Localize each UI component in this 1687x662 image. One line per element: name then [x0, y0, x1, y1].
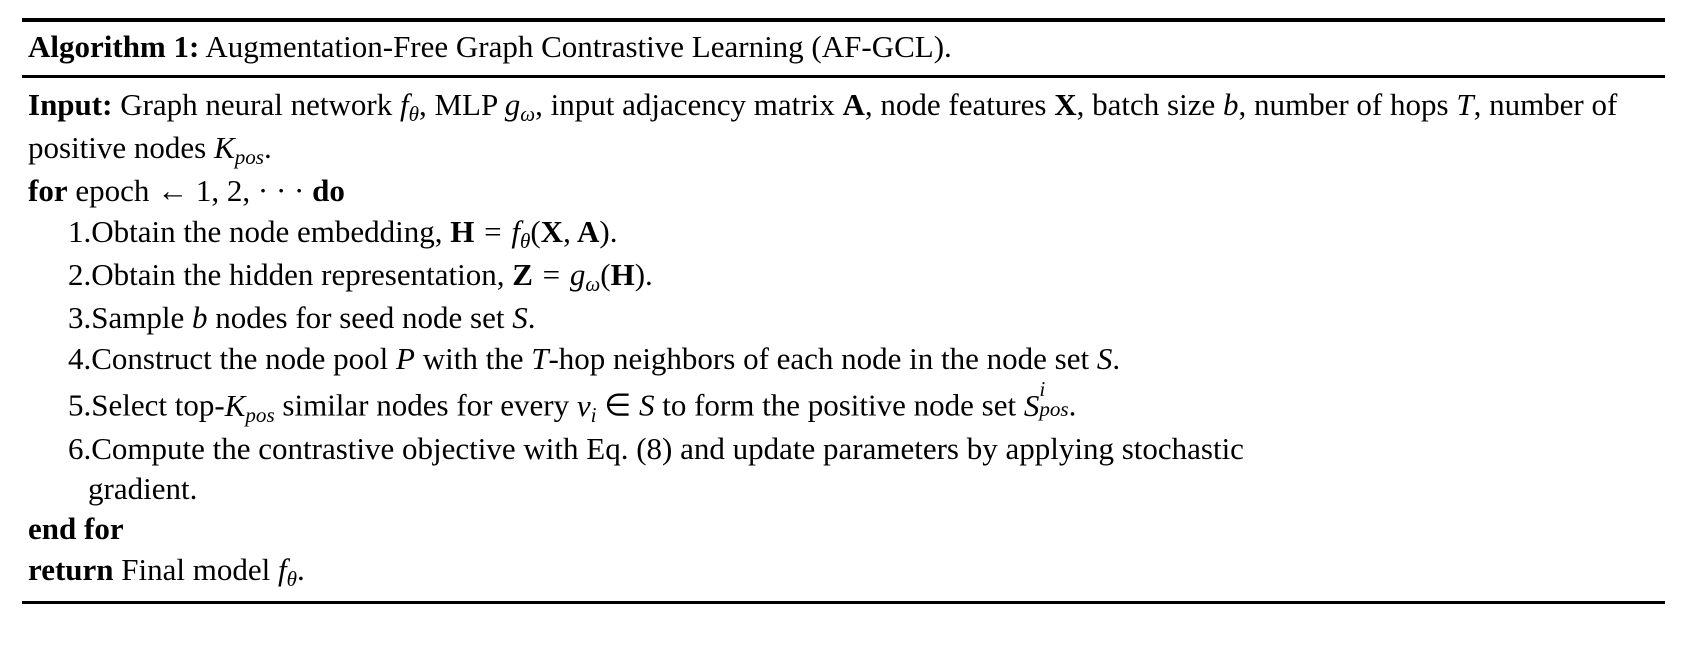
- for-variable: epoch: [75, 173, 150, 209]
- step-1-math: $H = f_\theta(X$, A): [450, 213, 610, 253]
- input-keyword: Input:: [28, 86, 113, 122]
- step-3-text-2: nodes for seed node set: [215, 300, 505, 336]
- algorithm-step-4: [28, 339, 1661, 379]
- step-4-period: .: [1112, 340, 1121, 376]
- algorithm-step-2: [28, 255, 1661, 298]
- input-text-3: , input adjacency matrix: [535, 86, 835, 122]
- step-text: Compute the contrastive objective with Eq. (8) and update parameters by applying stochastic: [91, 430, 1244, 466]
- step-2-math: $Z = g_\omega(H)$: [512, 257, 646, 296]
- algorithm-end-for-line: [28, 509, 1661, 549]
- symbol-b: b: [192, 300, 208, 336]
- return-period: .: [296, 551, 305, 587]
- symbol-b: b: [1222, 86, 1239, 122]
- step-text: Obtain the hidden representation,: [91, 257, 505, 293]
- algorithm-step-5: [28, 376, 1661, 429]
- algorithm-caption-title: Augmentation-Free Graph Contrastive Learning (AF-GCL).: [205, 29, 952, 64]
- step-2-period: .: [645, 257, 653, 293]
- symbol-s: S: [1096, 340, 1113, 376]
- symbol-k-pos: $K_{pos}$: [214, 130, 264, 170]
- step-1-period: .: [609, 213, 618, 249]
- input-text-5: , batch size: [1076, 86, 1216, 122]
- for-keyword: for: [28, 173, 68, 209]
- algorithm-body: [22, 78, 1665, 601]
- step-text: Sample: [91, 300, 185, 336]
- symbol-p: P: [396, 340, 415, 376]
- algorithm-return-line: [28, 550, 1661, 593]
- input-text-7: , number of positive nodes: [28, 86, 1618, 166]
- input-text-6: , number of hops: [1238, 86, 1449, 122]
- symbol-matrix-x: X: [1054, 86, 1077, 122]
- symbol-k-pos: $K_{pos}$: [224, 387, 275, 427]
- step-text: Construct the node pool: [91, 340, 389, 376]
- step-5-text-3: to form the positive node set: [662, 387, 1017, 423]
- algorithm-caption: [22, 22, 1665, 75]
- symbol-s-pos-i: S i pos: [1023, 376, 1069, 423]
- algorithm-input-line: [28, 85, 1661, 172]
- algorithm-caption-label: Algorithm 1:: [28, 29, 200, 64]
- assign-arrow-icon: ←: [157, 173, 189, 209]
- step-number: 4.: [68, 340, 92, 376]
- step-5-period: .: [1068, 387, 1077, 423]
- symbol-s: S: [512, 300, 528, 336]
- step-number: 5.: [68, 387, 92, 423]
- step-text: Select top-: [91, 387, 225, 423]
- symbol-matrix-a: A: [842, 86, 865, 122]
- algorithm-step-1: [28, 212, 1661, 255]
- symbol-t: T: [531, 340, 549, 376]
- algorithm-block: [22, 18, 1665, 604]
- step-4-text-3: -hop neighbors of each node in the node set: [548, 340, 1090, 376]
- step-3-period: .: [527, 300, 536, 336]
- for-values: 1, 2, · · ·: [195, 173, 305, 209]
- step-text: Obtain the node embedding,: [91, 213, 443, 249]
- symbol-v-i: $v_i$: [576, 387, 597, 427]
- element-of-icon: ∈: [604, 387, 632, 423]
- input-text-8: .: [263, 130, 272, 166]
- input-text-1: Graph neural network: [120, 86, 393, 122]
- return-keyword: return: [28, 551, 114, 587]
- symbol-f-theta: $f_\theta$: [399, 86, 419, 126]
- symbol-g-omega: $g_\omega$: [504, 86, 536, 126]
- algorithm-step-3: [28, 298, 1661, 338]
- algorithm-bottom-rule: [22, 601, 1665, 604]
- algorithm-for-line: [28, 171, 1661, 211]
- step-6-continuation: gradient.: [88, 471, 198, 507]
- return-text: Final model: [121, 551, 271, 587]
- step-5-text-2: similar nodes for every: [282, 387, 570, 423]
- input-text-2: , MLP: [418, 86, 498, 122]
- algorithm-step-6: [28, 429, 1661, 510]
- step-number: 1.: [68, 213, 92, 249]
- input-text-4: , node features: [864, 86, 1047, 122]
- step-4-text-2: with the: [422, 340, 524, 376]
- symbol-s: S: [638, 387, 655, 423]
- step-number: 6.: [68, 430, 92, 466]
- step-number: 2.: [68, 257, 92, 293]
- symbol-f-theta: $f_\theta$: [278, 551, 297, 591]
- step-number: 3.: [68, 300, 92, 336]
- for-do-keyword: do: [312, 173, 345, 209]
- symbol-t: T: [1456, 86, 1474, 122]
- end-for-keyword: end for: [28, 511, 124, 547]
